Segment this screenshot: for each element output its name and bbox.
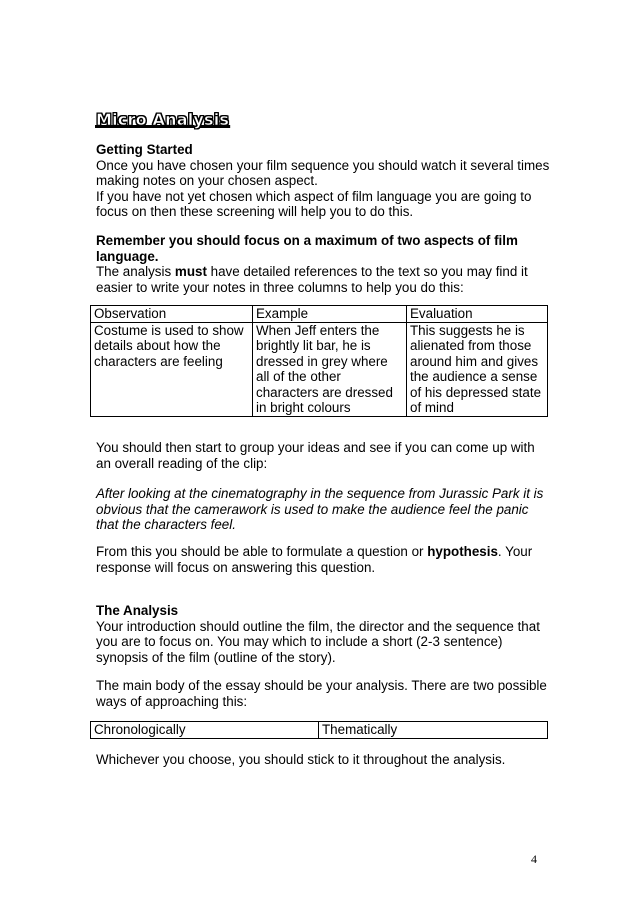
getting-started-section: [96, 142, 551, 220]
notes-table: [90, 305, 548, 417]
remember-section: [96, 233, 551, 295]
hypothesis-text: [96, 544, 551, 575]
group-ideas-section: [96, 440, 551, 471]
table-header-example: Example: [253, 306, 407, 323]
hypothesis-text-end: . Your response will focus on answering this question.: [96, 544, 533, 575]
getting-started-heading: Getting Started: [96, 142, 193, 157]
the-analysis-para-1: Your introduction should outline the film, the director and the sequence that you are to focus on. You may which to include a short (2-3 sentence) synopsis of the film (outline of the story).: [96, 618, 540, 665]
table-cell-evaluation: This suggests he is alienated from those around him and gives the audience a sense of his depressed state of mind: [407, 322, 548, 416]
getting-started-para-2: If you have not yet chosen which aspect of film language you are going to focus on then these screening will help you to do this.: [96, 188, 532, 219]
table-cell-example: When Jeff enters the brightly lit bar, he is dressed in grey where all of the other characters are dressed in bright colours: [253, 322, 407, 416]
notes-table-header-row: [91, 306, 548, 323]
approach-thematically: Thematically: [319, 722, 548, 739]
the-analysis-heading: The Analysis: [96, 603, 179, 618]
page-number: 4: [531, 852, 537, 866]
page-title: Micro Analysis: [96, 110, 230, 129]
closing-text: Whichever you choose, you should stick to it throughout the analysis.: [96, 752, 506, 767]
table-row: [91, 322, 548, 416]
closing-section: [96, 752, 551, 768]
hypothesis-section: [96, 544, 551, 575]
table-header-observation: Observation: [91, 306, 253, 323]
example-reading-text: After looking at the cinematography in the sequence from Jurassic Park it is obvious that the camerawork is used to make the audience feel the panic that the characters feel.: [96, 486, 544, 532]
remember-text-emphasis: must: [174, 264, 207, 279]
table-cell-observation: Costume is used to show details about how the characters are feeling: [91, 322, 253, 416]
the-analysis-section: [96, 603, 551, 665]
remember-text-end: have detailed references to the text so you may find it easier to write your notes in three columns to help you do this:: [96, 264, 528, 295]
the-analysis-para-2: The main body of the essay should be your analysis. There are two possible ways of approaching this:: [96, 678, 547, 709]
hypothesis-term: hypothesis: [427, 544, 498, 559]
remember-heading: Remember you should focus on a maximum of two aspects of film language.: [96, 233, 518, 264]
table-row: [91, 722, 548, 739]
getting-started-para-1: Once you have chosen your film sequence you should watch it several times making notes on your chosen aspect.: [96, 157, 550, 188]
remember-text-start: The analysis: [96, 264, 175, 279]
remember-text: [96, 264, 551, 295]
approach-table: [90, 721, 548, 739]
table-header-evaluation: Evaluation: [407, 306, 548, 323]
main-body-section: [96, 678, 551, 709]
example-reading-section: [96, 486, 551, 533]
hypothesis-text-start: From this you should be able to formulate a question or: [96, 544, 428, 559]
approach-chronologically: Chronologically: [91, 722, 319, 739]
group-ideas-text: You should then start to group your ideas and see if you can come up with an overall reading of the clip:: [96, 440, 535, 471]
